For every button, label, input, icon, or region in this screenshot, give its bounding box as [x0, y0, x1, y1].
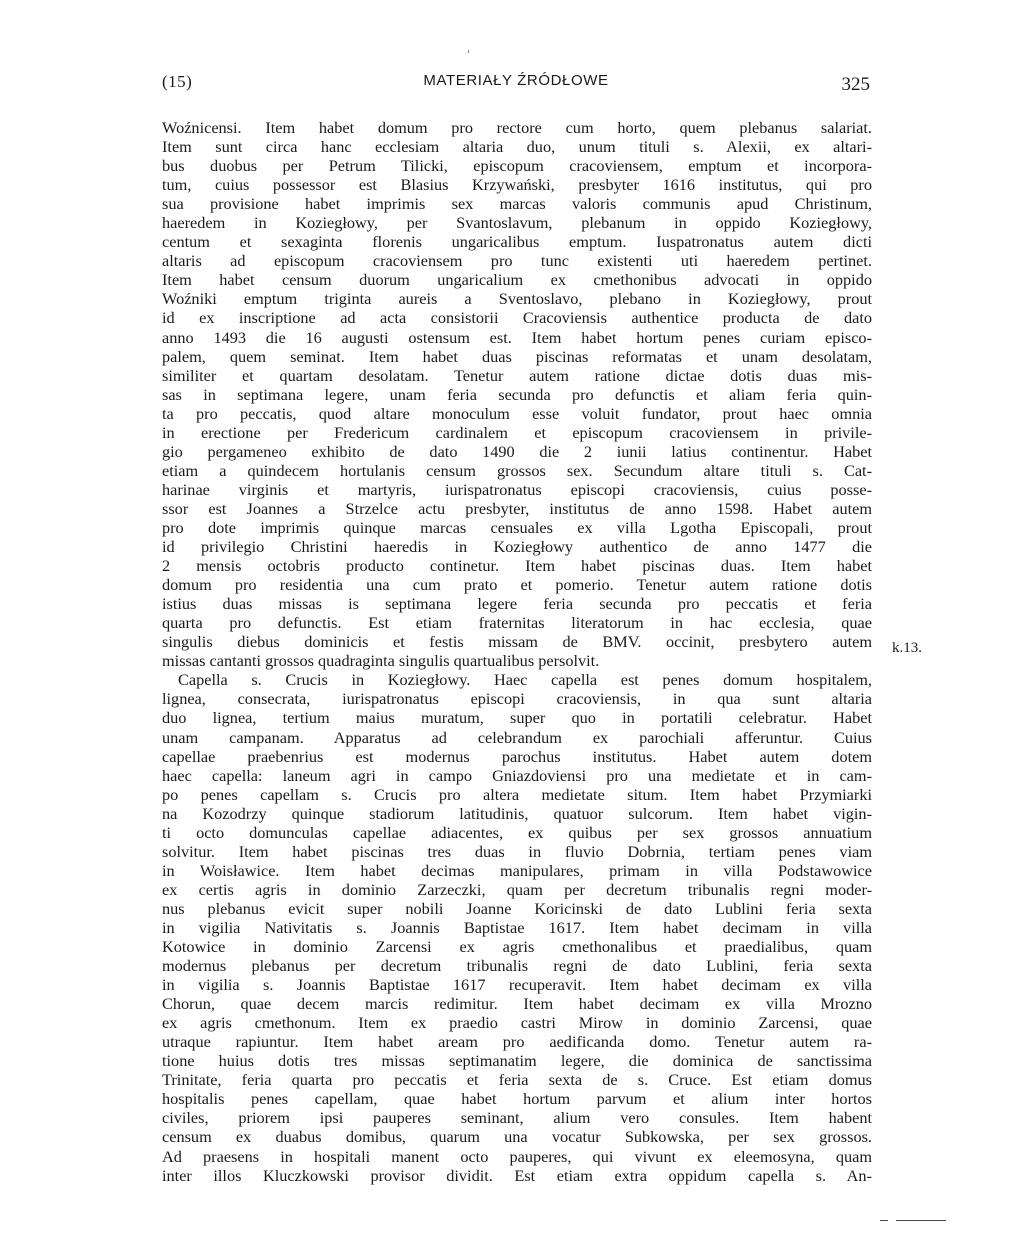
text-line: Capella s. Crucis in Koziegłowy. Haec capella est penes domum hospitalem,	[178, 670, 872, 690]
text-line: ti octo domunculas capellae adiacentes, ex quibus per sex grossos annuatium	[162, 822, 872, 842]
text-line: hospitalis penes capellam, quae habet hortum parvum et alium inter hortos	[162, 1089, 872, 1109]
text-line: ta pro peccatis, quod altare monoculum esse voluit fundator, prout haec omnia	[162, 403, 872, 423]
text-line: singulis diebus dominicis et festis missam de BMV. occinit, presbytero autem	[162, 632, 872, 652]
text-line: in erectione per Fredericum cardinalem et episcopum cracoviensem in privile-	[162, 422, 872, 442]
text-line: harinae virginis et martyris, iurispatronatus episcopi cracoviensis, cuius posse-	[162, 479, 872, 499]
text-line: Item sunt circa hanc ecclesiam altaria duo, unum tituli s. Alexii, ex altari-	[162, 137, 872, 157]
text-line: na Kozodrzy quinque stadiorum latitudinis, quatuor sulcorum. Item habet vigin-	[162, 803, 872, 823]
page-number: 325	[841, 74, 870, 95]
text-line: centum et sexaginta florenis ungaricalibus emptum. Iuspatronatus autem dicti	[162, 232, 872, 252]
text-line: domum pro residentia una cum prato et pomerio. Tenetur autem ratione dotis	[162, 575, 872, 595]
text-line: po penes capellam s. Crucis pro altera medietate situm. Item habet Przymiarki	[162, 784, 872, 804]
page-header	[162, 72, 870, 100]
text-line: haec capella: laneum agri in campo Gniazdoviensi pro una medietate et in cam-	[162, 765, 872, 785]
text-line: ex agris cmethonum. Item ex praedio castri Mirow in dominio Zarcensi, quae	[162, 1013, 872, 1033]
text-line: missas cantanti grossos quadraginta singulis quartualibus persolvit.	[162, 651, 600, 671]
text-line: censum ex duabus domibus, quarum una vocatur Subkowska, per sex grossos.	[162, 1127, 872, 1147]
text-line: gio pergameneo exhibito de dato 1490 die 2 iunii latius continentur. Habet	[162, 441, 872, 461]
text-line: solvitur. Item habet piscinas tres duas in fluvio Dobrnia, tertiam penes viam	[162, 841, 872, 861]
text-line: Chorun, quae decem marcis redimitur. Item habet decimam ex villa Mrozno	[162, 994, 872, 1014]
text-line: Kotowice in dominio Zarcensi ex agris cmethonalibus et praedialibus, quam	[162, 937, 872, 957]
text-line: nus plebanus evicit super nobili Joanne Koricinski de dato Lublini feria sexta	[162, 898, 872, 918]
section-number: (15)	[162, 72, 193, 91]
text-line: anno 1493 die 16 augusti ostensum est. Item habet hortum penes curiam episco-	[162, 327, 872, 347]
text-line: istius duas missas is septimana legere feria secunda pro peccatis et feria	[162, 594, 872, 614]
text-line: palem, quem seminat. Item habet duas piscinas reformatas et unam desolatam,	[162, 346, 872, 366]
text-line: ex certis agris in dominio Zarzeczki, quam per decretum tribunalis regni moder-	[162, 879, 872, 899]
text-line: etiam a quindecem hortulanis censum grossos sex. Secundum altare tituli s. Cat-	[162, 460, 872, 480]
text-line: altaris ad episcopum cracoviensem pro tunc existenti uti haeredem pertinet.	[162, 251, 872, 271]
text-line: tione huius dotis tres missas septimanatim legere, die dominica de sanctissima	[162, 1051, 872, 1071]
text-line: sua provisione habet imprimis sex marcas valoris communis apud Christinum,	[162, 194, 872, 214]
text-line: similiter et quartam desolatam. Tenetur autem ratione dictae dotis duas mis-	[162, 365, 872, 385]
text-line: civiles, priorem ipsi pauperes seminant, alium vero consules. Item habent	[162, 1108, 872, 1128]
text-line: haeredem in Koziegłowy, per Svantoslavum, plebanum in oppido Koziegłowy,	[162, 213, 872, 233]
text-line: Item habet censum duorum ungaricalium ex cmethonibus advocati in oppido	[162, 270, 872, 290]
text-line: duo lignea, tertium maius muratum, super quo in portatili celebratur. Habet	[162, 708, 872, 728]
text-line: tum, cuius possessor est Blasius Krzywański, presbyter 1616 institutus, qui pro	[162, 175, 872, 195]
text-line: pro dote imprimis quinque marcas censuales ex villa Lgotha Episcopali, prout	[162, 517, 872, 537]
text-line: Woźniki emptum triginta aureis a Sventoslavo, plebano in Koziegłowy, prout	[162, 289, 872, 309]
text-line: Trinitate, feria quarta pro peccatis et feria sexta de s. Cruce. Est etiam domus	[162, 1070, 872, 1090]
margin-note: k.13.	[892, 640, 922, 656]
running-title: MATERIAŁY ŹRÓDŁOWE	[423, 72, 609, 89]
text-line: Ad praesens in hospitali manent octo pauperes, qui vivunt ex eleemosyna, quam	[162, 1146, 872, 1166]
text-line: quarta pro defunctis. Est etiam fraternitas literatorum in hac ecclesia, quae	[162, 613, 872, 633]
text-line: bus duobus per Petrum Tilicki, episcopum cracoviensem, emptum et incorpora-	[162, 156, 872, 176]
text-line: in vigilia Nativitatis s. Joannis Baptistae 1617. Item habet decimam in villa	[162, 917, 872, 937]
print-mark	[468, 50, 469, 53]
text-line: inter illos Kluczkowski provisor dividit. Est etiam extra oppidum capella s. An-	[162, 1165, 872, 1185]
text-line: id privilegio Christini haeredis in Koziegłowy authentico de anno 1477 die	[162, 537, 872, 557]
text-line: lignea, consecrata, iurispatronatus episcopi cracoviensis, in qua sunt altaria	[162, 689, 872, 709]
text-line: modernus plebanus per decretum tribunalis regni de dato Lublini, feria sexta	[162, 956, 872, 976]
text-line: in Woisławice. Item habet decimas manipulares, primam in villa Podstawowice	[162, 860, 872, 880]
text-line: 2 mensis octobris producto continetur. Item habet piscinas duas. Item habet	[162, 556, 872, 576]
body-text	[162, 118, 872, 1185]
text-line: sas in septimana legere, unam feria secunda pro defunctis et aliam feria quin-	[162, 384, 872, 404]
text-line: capellae praebenrius est modernus parochus institutus. Habet autem dotem	[162, 746, 872, 766]
text-line: unam campanam. Apparatus ad celebrandum ex parochiali afferuntur. Cuius	[162, 727, 872, 747]
text-line: id ex inscriptione ad acta consistorii Cracoviensis authentice producta de dato	[162, 308, 872, 328]
text-line: in vigilia s. Joannis Baptistae 1617 recuperavit. Item habet decimam ex villa	[162, 975, 872, 995]
text-line: Woźnicensi. Item habet domum pro rectore cum horto, quem plebanus salariat.	[162, 118, 872, 137]
text-line: utraque rapiuntur. Item habet aream pro aedificanda domo. Tenetur autem ra-	[162, 1032, 872, 1052]
footer-rule-small	[880, 1220, 888, 1221]
footer-rule	[896, 1220, 946, 1221]
text-line: ssor est Joannes a Strzelce actu presbyter, institutus de anno 1598. Habet autem	[162, 498, 872, 518]
